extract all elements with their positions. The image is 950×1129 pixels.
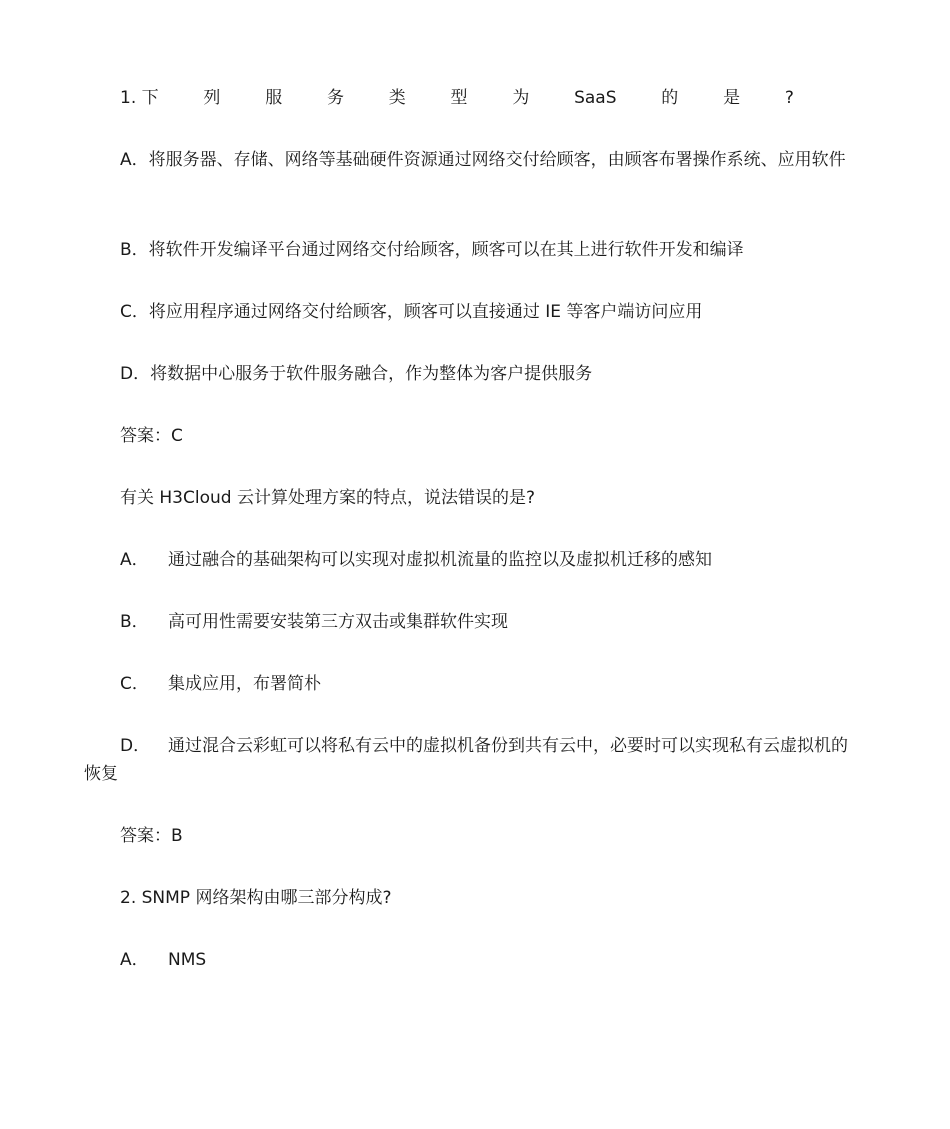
option-letter: A． [120,550,149,570]
q1-title-token: 服 [265,88,283,108]
q2-answer: 答案：B [120,826,183,846]
q2-option-c [84,670,854,698]
q1-option-d: D．将数据中心服务于软件服务融合，作为整体为客户提供服务 [120,364,593,384]
q1-title-token: 是 [723,88,741,108]
q2-option-b [84,608,854,636]
q1-title-token: 为 [512,88,530,108]
q1-option-a: A．将服务器、存储、网络等基础硬件资源通过网络交付给顾客，由顾客布署操作系统、应用软件 [120,150,846,170]
option-text: NMS [168,950,207,970]
option-text: 通过融合的基础架构可以实现对虚拟机流量的监控以及虚拟机迁移的感知 [168,550,712,570]
q1-option-c: C．将应用程序通过网络交付给顾客，顾客可以直接通过 IE 等客户端访问应用 [120,302,703,322]
q1-title-token: SaaS [574,88,617,108]
option-text: 集成应用，布署简朴 [168,674,321,694]
q1-answer: 答案：C [120,426,183,446]
option-letter: A． [120,950,149,970]
option-text: 通过混合云彩虹可以将私有云中的虚拟机备份到共有云中，必要时可以实现私有云虚拟机的恢复 [84,736,848,784]
q1-option-b: B．将软件开发编译平台通过网络交付给顾客，顾客可以在其上进行软件开发和编译 [120,240,744,260]
q1-title-token: 1. 下 [120,88,159,108]
q1-title-token: 类 [388,88,406,108]
q1-title-token: 务 [326,88,344,108]
q1-title [120,84,794,112]
q2-option-d [84,732,854,788]
q2-option-a [84,546,854,574]
q2-title: 有关 H3Cloud 云计算处理方案的特点，说法错误的是? [120,488,535,508]
option-letter: D． [120,736,151,756]
q1-title-token: 列 [203,88,221,108]
option-letter: B． [120,612,149,632]
option-text: 高可用性需要安装第三方双击或集群软件实现 [168,612,508,632]
option-letter: C． [120,674,149,694]
q1-title-token: 型 [450,88,468,108]
q1-title-token: 的 [661,88,679,108]
q1-title-token: ? [784,88,794,108]
q3-option-a [84,946,854,974]
q3-title: 2. SNMP 网络架构由哪三部分构成? [120,888,392,908]
